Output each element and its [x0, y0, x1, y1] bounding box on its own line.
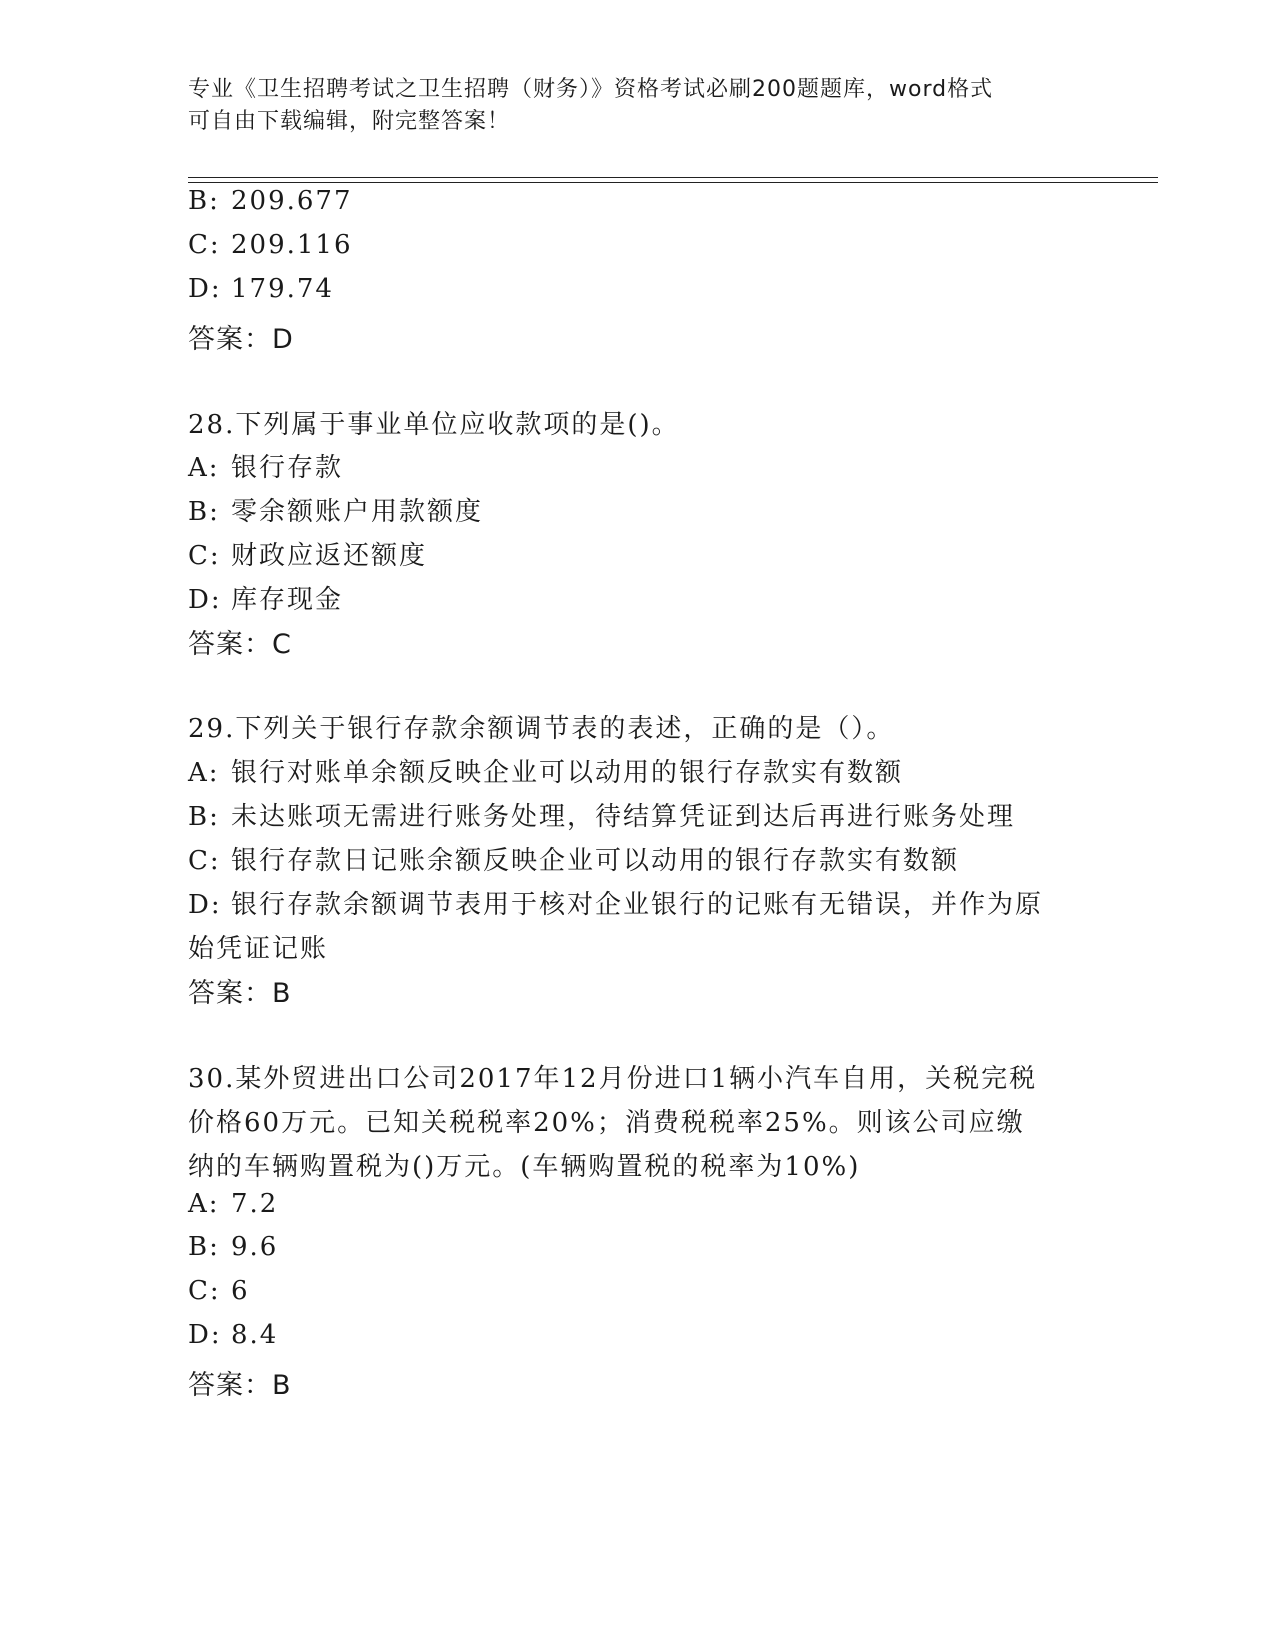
q29-option-d-continued: 始凭证记账 — [188, 934, 329, 964]
q30-option-c: C: 6 — [188, 1276, 250, 1306]
q28-option-b: B: 零余额账户用款额度 — [188, 497, 484, 527]
q29-option-a: A: 银行对账单余额反映企业可以动用的银行存款实有数额 — [188, 758, 904, 788]
q28-answer: 答案：C — [188, 629, 292, 660]
option-c: C: 209.116 — [188, 230, 353, 260]
header-divider-bottom — [188, 182, 1158, 183]
q28-option-c: C: 财政应返还额度 — [188, 541, 428, 571]
option-b: B: 209.677 — [188, 186, 353, 216]
header-line-2: 可自由下载编辑，附完整答案！ — [188, 109, 511, 134]
question-30-stem-line-2: 价格60万元。已知关税税率20%；消费税税率25%。则该公司应缴 — [188, 1108, 1025, 1138]
q29-answer: 答案：B — [188, 978, 292, 1009]
q30-option-d: D: 8.4 — [188, 1320, 279, 1350]
q28-option-a: A: 银行存款 — [188, 453, 344, 483]
q28-option-d: D: 库存现金 — [188, 585, 344, 615]
q30-answer: 答案：B — [188, 1370, 292, 1401]
option-d: D: 179.74 — [188, 274, 334, 304]
q29-option-c: C: 银行存款日记账余额反映企业可以动用的银行存款实有数额 — [188, 846, 960, 876]
question-29-stem: 29.下列关于银行存款余额调节表的表述，正确的是（）。 — [188, 714, 895, 744]
q29-option-b: B: 未达账项无需进行账务处理，待结算凭证到达后再进行账务处理 — [188, 802, 1016, 832]
question-30-stem-line-1: 30.某外贸进出口公司2017年12月份进口1辆小汽车自用，关税完税 — [188, 1064, 1038, 1094]
q30-option-b: B: 9.6 — [188, 1232, 279, 1262]
q30-option-a: A: 7.2 — [188, 1189, 279, 1219]
q29-option-d: D: 银行存款余额调节表用于核对企业银行的记账有无错误，并作为原 — [188, 890, 1044, 920]
header-divider-top — [188, 177, 1158, 178]
document-header — [188, 74, 1068, 138]
question-30-stem-line-3: 纳的车辆购置税为()万元。(车辆购置税的税率为10%) — [188, 1152, 861, 1182]
header-line-1: 专业《卫生招聘考试之卫生招聘（财务）》资格考试必刷200题题库，word格式 — [188, 77, 994, 102]
question-28-stem: 28.下列属于事业单位应收款项的是()。 — [188, 410, 680, 440]
answer-line: 答案：D — [188, 324, 294, 355]
